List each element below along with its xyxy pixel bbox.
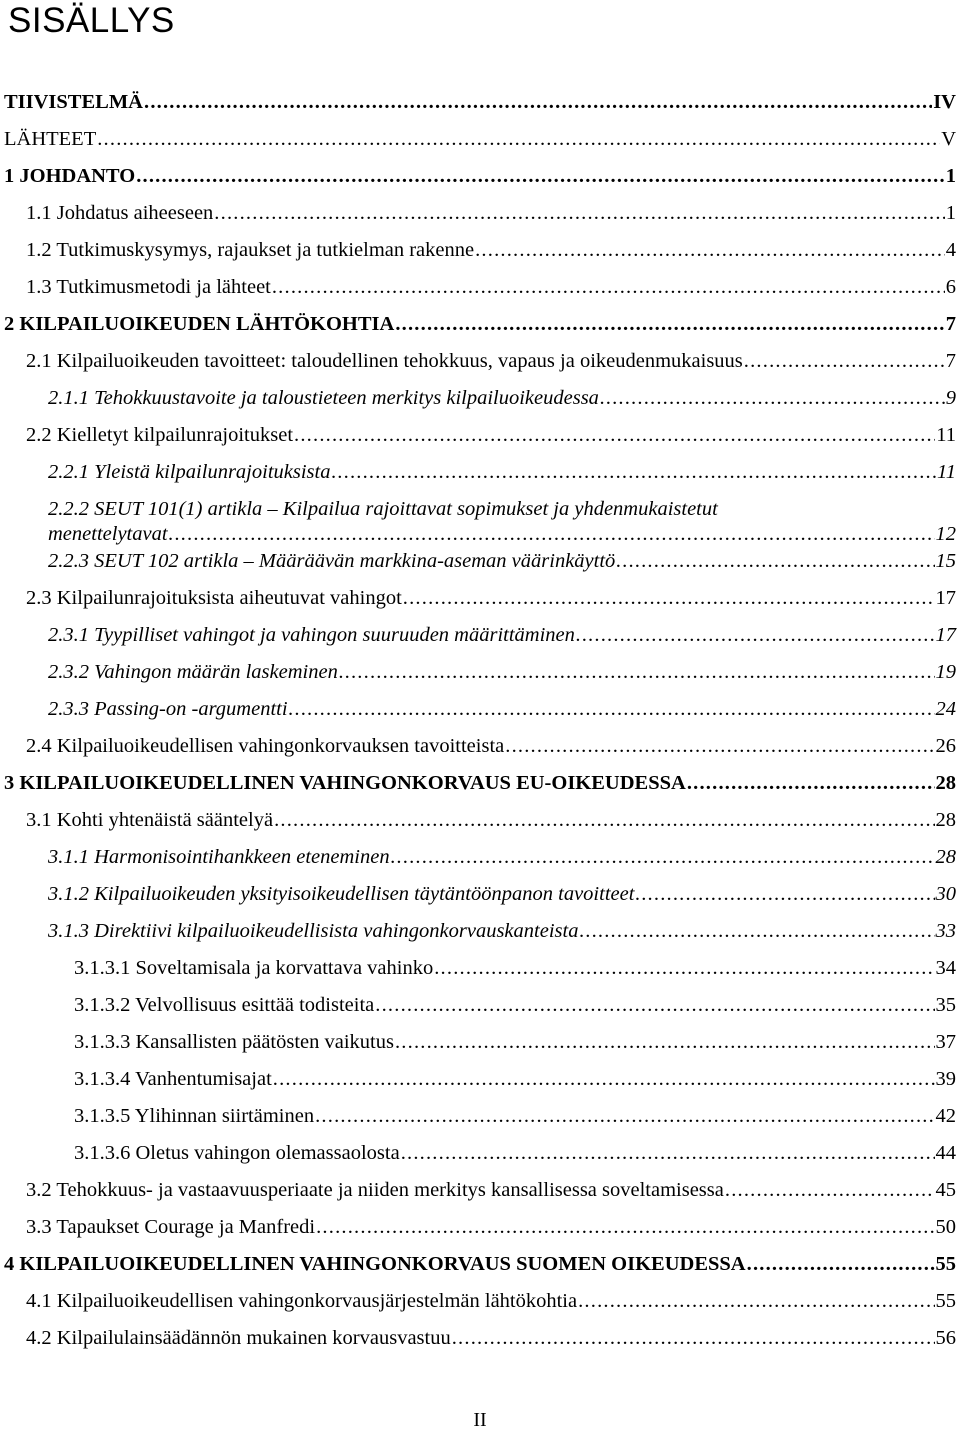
dot-leader xyxy=(600,386,945,411)
dot-leader xyxy=(452,1326,935,1351)
dot-leader xyxy=(331,460,936,485)
toc-entry-title: 3.1.3.1 Soveltamisala ja korvattava vahinko xyxy=(74,957,434,979)
dot-leader xyxy=(274,808,934,833)
toc-entry xyxy=(4,127,956,152)
dot-leader xyxy=(401,1141,935,1166)
toc-entry-page: 37 xyxy=(935,1031,956,1053)
toc-entry-page: 17 xyxy=(935,587,956,609)
toc-entry-title: 2 KILPAILUOIKEUDEN LÄHTÖKOHTIA xyxy=(4,313,395,335)
page-number: II xyxy=(473,1409,487,1431)
dot-leader xyxy=(747,1252,935,1277)
toc-entry-title: 3.3 Tapaukset Courage ja Manfredi xyxy=(26,1216,316,1238)
toc-entry xyxy=(26,238,956,263)
toc-entry-title: 1 JOHDANTO xyxy=(4,165,136,187)
toc-entry-page: 39 xyxy=(935,1068,956,1090)
toc-entry xyxy=(4,1252,956,1277)
toc-entry-title: TIIVISTELMÄ xyxy=(4,91,143,113)
toc-entry-page: 1 xyxy=(945,165,956,187)
toc-entry-page: 28 xyxy=(935,809,956,831)
toc-entry-title: 4.1 Kilpailuoikeudellisen vahingonkorvausjärjestelmän lähtökohtia xyxy=(26,1290,578,1312)
toc-entry-title: 1.3 Tutkimusmetodi ja lähteet xyxy=(26,276,271,298)
toc-entry-page: 56 xyxy=(935,1327,956,1349)
toc-entry xyxy=(48,497,956,547)
toc-entry-title: 3.2 Tehokkuus- ja vastaavuusperiaate ja niiden merkitys kansallisessa soveltamisessa xyxy=(26,1179,724,1201)
toc-entry-page: 55 xyxy=(935,1290,956,1312)
dot-leader xyxy=(687,771,935,796)
toc-entry xyxy=(26,1326,956,1351)
toc-entry xyxy=(48,660,956,685)
toc-entry xyxy=(26,1215,956,1240)
dot-leader xyxy=(144,90,932,115)
toc-entry-page: 24 xyxy=(935,698,956,720)
toc-entry-page: IV xyxy=(933,91,956,113)
toc-entry-title: 3.1.1 Harmonisointihankkeen eteneminen xyxy=(48,846,390,868)
toc-entry-page: 7 xyxy=(945,350,956,372)
dot-leader xyxy=(635,882,934,907)
toc-entry-page: 55 xyxy=(935,1253,956,1275)
toc-entry-page: 9 xyxy=(945,387,956,409)
toc-entry-page: 7 xyxy=(945,313,956,335)
toc-entry xyxy=(26,275,956,300)
dot-leader xyxy=(434,956,934,981)
toc-entry-page: 17 xyxy=(935,624,956,646)
dot-leader xyxy=(403,586,935,611)
toc-entry-title: 2.1.1 Tehokkuustavoite ja taloustieteen merkitys kilpailuoikeudessa xyxy=(48,387,599,409)
toc-entry-page: 1 xyxy=(945,202,956,224)
toc-entry xyxy=(48,386,956,411)
toc-entry-title: 2.2.1 Yleistä kilpailunrajoituksista xyxy=(48,461,331,483)
toc-entry xyxy=(4,312,956,337)
toc-entry xyxy=(26,1289,956,1314)
dot-leader xyxy=(214,201,944,226)
toc-entry-title: 3.1.3.2 Velvollisuus esittää todisteita xyxy=(74,994,375,1016)
toc-entry xyxy=(48,919,956,944)
toc-entry-page: 12 xyxy=(935,523,956,545)
toc-entry-title-cont: menettelytavat xyxy=(48,523,168,545)
dot-leader xyxy=(272,275,945,300)
toc-entry xyxy=(74,1104,956,1129)
toc-entry-title: 2.1 Kilpailuoikeuden tavoitteet: taloudellinen tehokkuus, vapaus ja oikeudenmukaisuus xyxy=(26,350,743,372)
toc-entry xyxy=(48,845,956,870)
toc-entry-title: 3.1.3.5 Ylihinnan siirtäminen xyxy=(74,1105,315,1127)
toc-entry-page: 50 xyxy=(935,1216,956,1238)
toc-entry-title: 2.3 Kilpailunrajoituksista aiheutuvat vahingot xyxy=(26,587,402,609)
toc-entry xyxy=(74,1067,956,1092)
toc-entry-page: 34 xyxy=(935,957,956,979)
toc-entry xyxy=(48,460,956,485)
toc-entry-title: 3.1 Kohti yhtenäistä sääntelyä xyxy=(26,809,274,831)
toc-entry-title: LÄHTEET xyxy=(4,128,97,150)
toc-entry-title: 3.1.3.6 Oletus vahingon olemassaolosta xyxy=(74,1142,400,1164)
toc-entry xyxy=(4,90,956,115)
toc-entry-page: 35 xyxy=(935,994,956,1016)
toc-entry-title: 2.3.2 Vahingon määrän laskeminen xyxy=(48,661,338,683)
toc-entry-title: 3.1.3 Direktiivi kilpailuoikeudellisista vahingonkorvauskanteista xyxy=(48,920,579,942)
toc-entry xyxy=(74,993,956,1018)
toc-entry xyxy=(26,1178,956,1203)
toc-entry-title: 4 KILPAILUOIKEUDELLINEN VAHINGONKORVAUS SUOMEN OIKEUDESSA xyxy=(4,1253,746,1275)
toc-entry-page: 33 xyxy=(935,920,956,942)
toc-entry-title: 2.4 Kilpailuoikeudellisen vahingonkorvauksen tavoitteista xyxy=(26,735,505,757)
toc-entry-title: 2.2.2 SEUT 101(1) artikla – Kilpailua rajoittavat sopimukset ja yhdenmukaistetut xyxy=(48,498,718,520)
toc-entry-page: 26 xyxy=(935,735,956,757)
dot-leader xyxy=(576,623,935,648)
page-title: SISÄLLYS xyxy=(8,1,175,40)
toc-entry-title: 2.2.3 SEUT 102 artikla – Määräävän markkina-aseman väärinkäyttö xyxy=(48,550,616,572)
dot-leader xyxy=(169,522,935,547)
dot-leader xyxy=(475,238,945,263)
toc-entry-page: 11 xyxy=(937,461,956,483)
toc-entry-title: 3.1.3.4 Vanhentumisajat xyxy=(74,1068,272,1090)
dot-leader xyxy=(505,734,934,759)
dot-leader xyxy=(725,1178,935,1203)
toc-entry-page: 28 xyxy=(935,772,956,794)
dot-leader xyxy=(136,164,945,189)
toc-entry xyxy=(74,1141,956,1166)
toc-entry-page: 4 xyxy=(945,239,956,261)
toc-entry xyxy=(26,201,956,226)
dot-leader xyxy=(395,1030,935,1055)
toc-entry-title: 1.1 Johdatus aiheeseen xyxy=(26,202,214,224)
dot-leader xyxy=(339,660,935,685)
toc-entry xyxy=(74,1030,956,1055)
toc-entry-page: 30 xyxy=(935,883,956,905)
dot-leader xyxy=(289,697,935,722)
toc-entry xyxy=(26,734,956,759)
dot-leader xyxy=(294,423,935,448)
toc-entry-page: 42 xyxy=(935,1105,956,1127)
toc-entry xyxy=(26,808,956,833)
dot-leader xyxy=(744,349,945,374)
toc-entry xyxy=(48,882,956,907)
toc-entry-page: 11 xyxy=(936,424,956,446)
toc-entry-title: 2.2 Kielletyt kilpailunrajoitukset xyxy=(26,424,294,446)
toc-entry-page: V xyxy=(941,128,956,150)
toc-entry-title: 3 KILPAILUOIKEUDELLINEN VAHINGONKORVAUS EU-OIKEUDESSA xyxy=(4,772,686,794)
toc-entry-title: 2.3.1 Tyypilliset vahingot ja vahingon suuruuden määrittäminen xyxy=(48,624,575,646)
toc-entry xyxy=(4,771,956,796)
toc-entry-title: 1.2 Tutkimuskysymys, rajaukset ja tutkielman rakenne xyxy=(26,239,475,261)
dot-leader xyxy=(579,919,934,944)
toc-entry xyxy=(48,697,956,722)
dot-leader xyxy=(391,845,935,870)
toc-entry xyxy=(26,349,956,374)
toc-entry-title: 3.1.2 Kilpailuoikeuden yksityisoikeudellisen täytäntöönpanon tavoitteet xyxy=(48,883,635,905)
dot-leader xyxy=(315,1104,934,1129)
toc-entry xyxy=(26,586,956,611)
toc-entry-page: 6 xyxy=(945,276,956,298)
toc-entry-title: 3.1.3.3 Kansallisten päätösten vaikutus xyxy=(74,1031,394,1053)
toc-entry-page: 44 xyxy=(935,1142,956,1164)
toc-entry xyxy=(4,164,956,189)
toc-entry xyxy=(48,549,956,574)
dot-leader xyxy=(273,1067,935,1092)
toc-entry-title: 2.3.3 Passing-on -argumentti xyxy=(48,698,288,720)
toc-entry-page: 28 xyxy=(935,846,956,868)
toc-entry-title: 4.2 Kilpailulainsäädännön mukainen korvausvastuu xyxy=(26,1327,451,1349)
toc-entry xyxy=(74,956,956,981)
dot-leader xyxy=(616,549,934,574)
toc-entry-page: 19 xyxy=(935,661,956,683)
toc-entry xyxy=(48,623,956,648)
dot-leader xyxy=(97,127,940,152)
toc-entry xyxy=(26,423,956,448)
dot-leader xyxy=(375,993,934,1018)
toc-entry-page: 15 xyxy=(935,550,956,572)
dot-leader xyxy=(578,1289,934,1314)
dot-leader xyxy=(316,1215,934,1240)
toc-entry-page: 45 xyxy=(935,1179,956,1201)
dot-leader xyxy=(395,312,944,337)
